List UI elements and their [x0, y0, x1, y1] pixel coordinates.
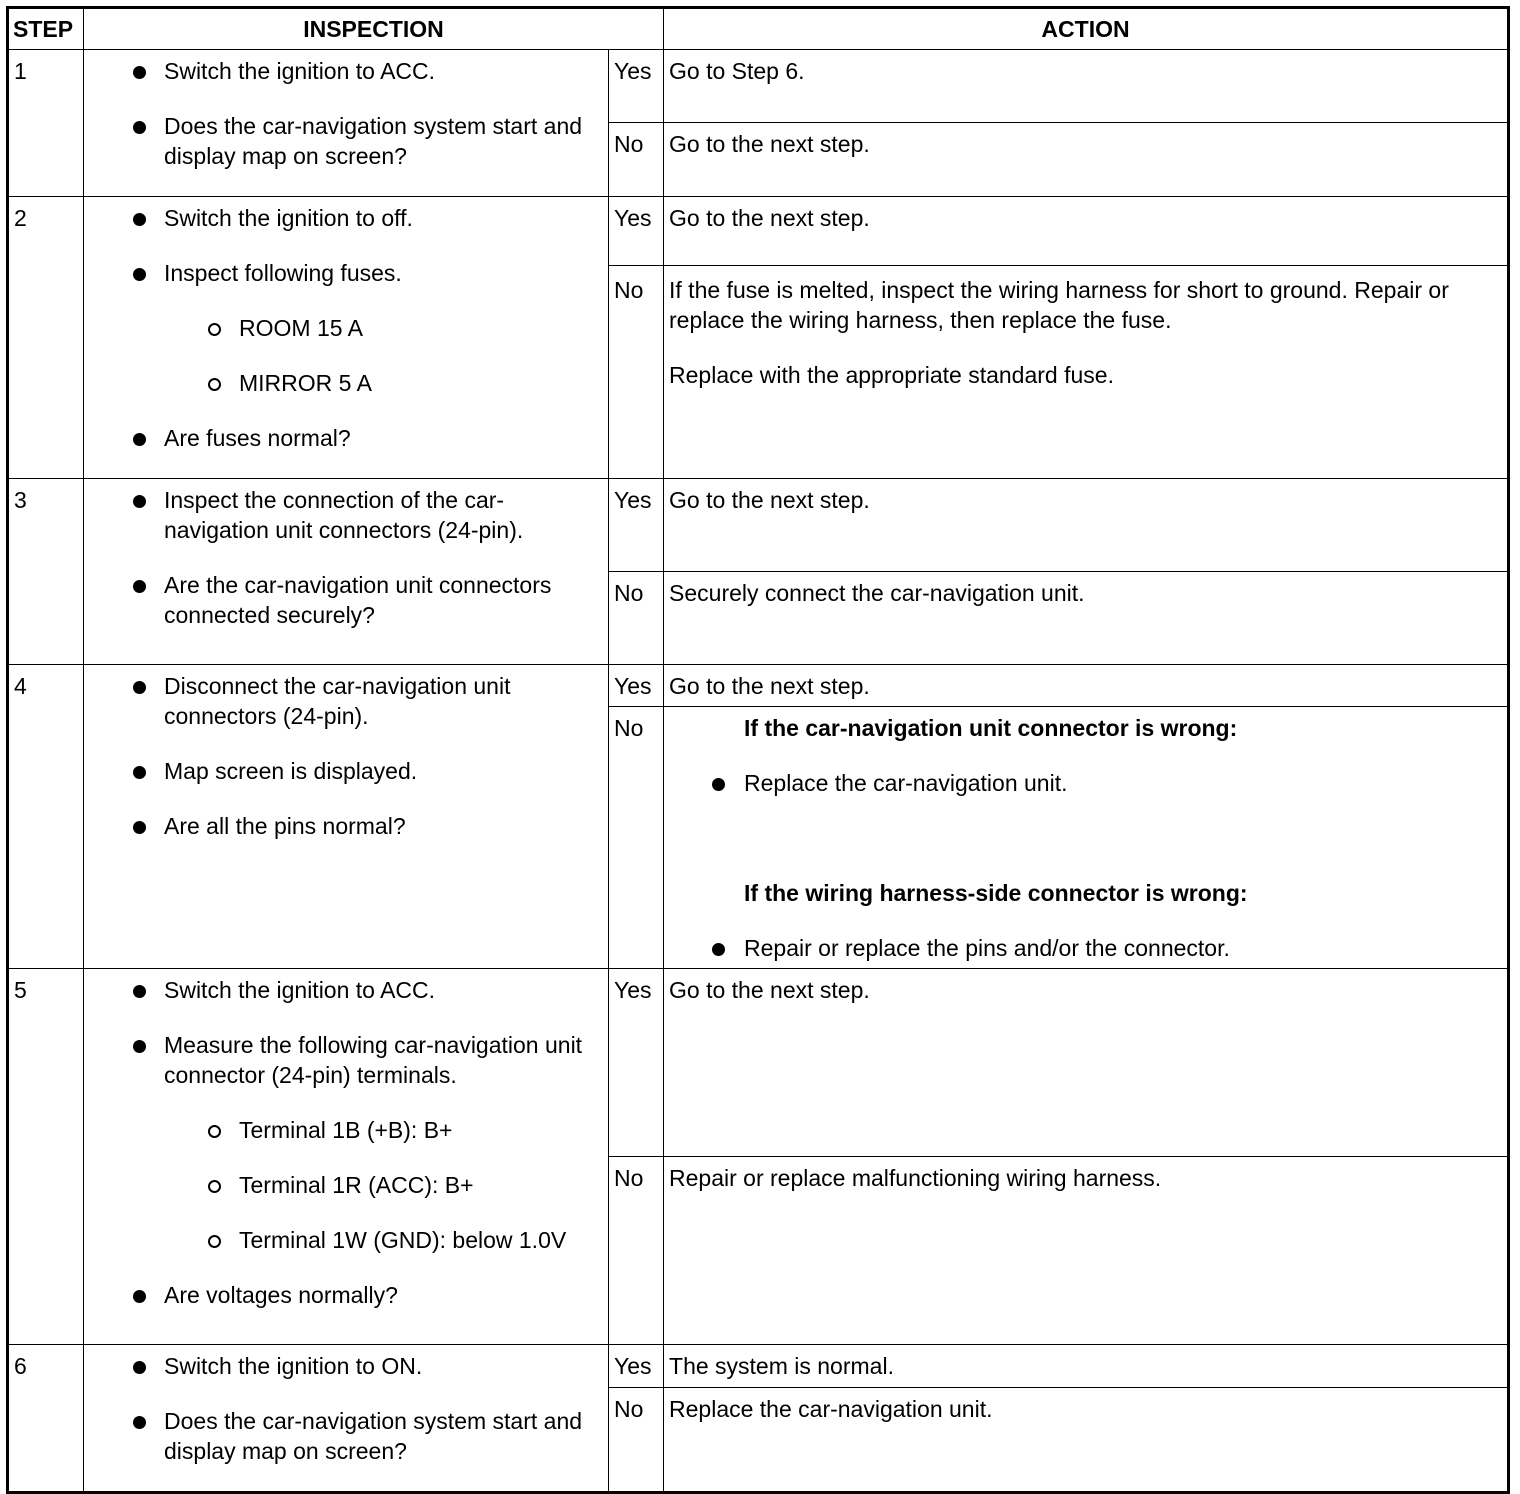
no-action: [664, 707, 1509, 969]
header-row: [8, 8, 1509, 50]
list-item: Disconnect the car-navigation unit connectors (24-pin).: [84, 671, 600, 731]
step-5-yes-row: [8, 969, 1509, 1157]
action-paragraph: Replace with the appropriate standard fuse.: [669, 362, 1114, 389]
yes-label: Yes: [609, 969, 664, 1157]
condition-heading: If the wiring harness-side connector is wrong:: [744, 880, 1248, 906]
no-action: Replace the car-navigation unit.: [664, 1388, 1509, 1493]
no-label: No: [609, 266, 664, 479]
step-number: 5: [8, 969, 84, 1345]
condition-heading: If the car-navigation unit connector is wrong:: [744, 715, 1238, 741]
sub-list-item: Terminal 1W (GND): below 1.0V: [84, 1225, 600, 1255]
yes-label: Yes: [609, 50, 664, 123]
bullet-icon: [133, 268, 146, 281]
yes-action: Go to the next step.: [664, 665, 1509, 707]
no-label: No: [609, 1157, 664, 1345]
step-3-inspection: [84, 479, 609, 665]
step-2-yes-row: [8, 197, 1509, 266]
troubleshooting-table: [6, 6, 1510, 1494]
list-item: Switch the ignition to off.: [84, 203, 600, 233]
yes-label: Yes: [609, 197, 664, 266]
step-1-yes-row: [8, 50, 1509, 123]
step-number: 4: [8, 665, 84, 969]
step-number: 6: [8, 1345, 84, 1493]
no-label: No: [609, 122, 664, 196]
bullet-icon: [133, 1361, 146, 1374]
sub-list-item: MIRROR 5 A: [84, 368, 600, 398]
list-item: Does the car-navigation system start and display map on screen?: [84, 111, 600, 171]
bullet-icon: [133, 121, 146, 134]
bullet-icon: [133, 433, 146, 446]
step-2-inspection: [84, 197, 609, 479]
bullet-icon: [133, 766, 146, 779]
step-number: 3: [8, 479, 84, 665]
header-action: ACTION: [664, 8, 1509, 50]
sub-bullet-icon: [208, 323, 221, 336]
step-1-inspection: [84, 50, 609, 197]
bullet-icon: [133, 821, 146, 834]
yes-label: Yes: [609, 1345, 664, 1388]
list-item: Switch the ignition to ACC.: [84, 56, 600, 86]
list-item: Switch the ignition to ON.: [84, 1351, 600, 1381]
no-label: No: [609, 572, 664, 665]
list-item: Measure the following car-navigation unit connector (24-pin) terminals.: [84, 1030, 600, 1090]
no-action: Repair or replace malfunctioning wiring harness.: [664, 1157, 1509, 1345]
sub-list-item: ROOM 15 A: [84, 313, 600, 343]
sub-bullet-icon: [208, 1235, 221, 1248]
list-item: Are all the pins normal?: [84, 811, 600, 841]
yes-action: The system is normal.: [664, 1345, 1509, 1388]
no-label: No: [609, 707, 664, 969]
yes-action: Go to the next step.: [664, 479, 1509, 572]
sub-bullet-icon: [208, 378, 221, 391]
header-inspection: INSPECTION: [84, 8, 664, 50]
bullet-icon: [133, 1290, 146, 1303]
step-4-inspection: [84, 665, 609, 969]
list-item: Are fuses normal?: [84, 423, 600, 453]
bullet-icon: [133, 681, 146, 694]
step-5-inspection: [84, 969, 609, 1345]
list-item: Are voltages normally?: [84, 1280, 600, 1310]
list-item: Map screen is displayed.: [84, 756, 600, 786]
sub-list-item: Terminal 1B (+B): B+: [84, 1115, 600, 1145]
bullet-icon: [712, 943, 725, 956]
bullet-icon: [133, 1416, 146, 1429]
list-item: Switch the ignition to ACC.: [84, 975, 600, 1005]
sub-bullet-icon: [208, 1125, 221, 1138]
bullet-icon: [133, 66, 146, 79]
bullet-icon: [133, 580, 146, 593]
step-number: 1: [8, 50, 84, 197]
action-paragraph: If the fuse is melted, inspect the wiring harness for short to ground. Repair or replace the wiring harness, then replace the fuse.: [669, 277, 1449, 334]
list-item: Replace the car-navigation unit.: [669, 768, 1499, 798]
yes-action: Go to the next step.: [664, 197, 1509, 266]
list-item: Are the car-navigation unit connectors connected securely?: [84, 570, 600, 630]
sub-bullet-icon: [208, 1180, 221, 1193]
no-action: [664, 266, 1509, 479]
bullet-icon: [133, 213, 146, 226]
step-6-yes-row: [8, 1345, 1509, 1388]
list-item: Inspect the connection of the car-navigation unit connectors (24-pin).: [84, 485, 600, 545]
list-item: Inspect following fuses.: [84, 258, 600, 288]
bullet-icon: [133, 1040, 146, 1053]
step-3-yes-row: [8, 479, 1509, 572]
step-number: 2: [8, 197, 84, 479]
yes-action: Go to Step 6.: [664, 50, 1509, 123]
no-action: Securely connect the car-navigation unit.: [664, 572, 1509, 665]
step-4-yes-row: [8, 665, 1509, 707]
no-action: Go to the next step.: [664, 122, 1509, 196]
list-item: Does the car-navigation system start and display map on screen?: [84, 1406, 600, 1466]
sub-list-item: Terminal 1R (ACC): B+: [84, 1170, 600, 1200]
bullet-icon: [133, 985, 146, 998]
yes-label: Yes: [609, 479, 664, 572]
header-step: STEP: [8, 8, 84, 50]
bullet-icon: [133, 495, 146, 508]
step-6-inspection: [84, 1345, 609, 1493]
yes-label: Yes: [609, 665, 664, 707]
no-label: No: [609, 1388, 664, 1493]
bullet-icon: [712, 778, 725, 791]
list-item: Repair or replace the pins and/or the connector.: [669, 933, 1499, 963]
yes-action: Go to the next step.: [664, 969, 1509, 1157]
